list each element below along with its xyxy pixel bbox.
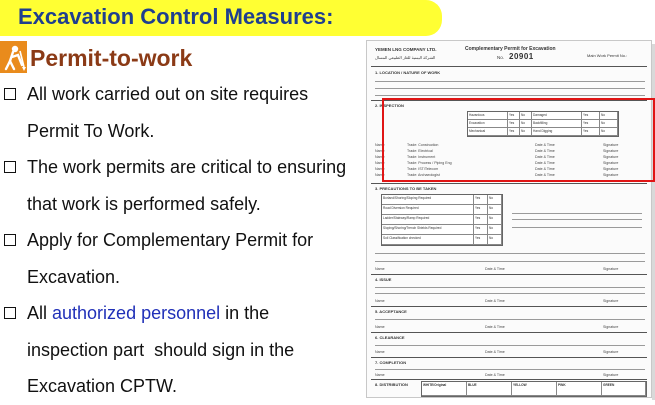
inspection-cell: Yes — [582, 112, 600, 120]
permit-line — [375, 253, 645, 254]
precaution-cell: Yes — [474, 215, 488, 225]
trade-label: Trade: Archaeologist — [407, 173, 440, 177]
permit-line — [375, 345, 645, 346]
inspection-cell: Hazardous — [468, 112, 508, 120]
permit-line — [512, 227, 642, 228]
permit-section-3: 3. PRECAUTIONS TO BE TAKEN — [375, 186, 437, 191]
distribution-cell: GREEN — [602, 382, 646, 396]
inspection-cell: Damaged — [532, 112, 582, 120]
precaution-cell: Road Diversion Required — [382, 205, 474, 215]
sig-date-label: Date & Time — [485, 373, 505, 377]
sig-date-label: Date & Time — [535, 155, 555, 159]
permit-line — [375, 293, 645, 294]
precaution-cell: Sloping/Shoring/Trench Shields Required — [382, 225, 474, 235]
precaution-cell: Yes — [474, 205, 488, 215]
sig-name-label: Name — [375, 325, 385, 329]
permit-rule — [371, 66, 647, 67]
permit-rule — [371, 332, 647, 333]
sig-signature-label: Signature — [603, 173, 619, 177]
permit-section-8: 8. DISTRIBUTION — [375, 382, 408, 387]
precaution-cell: Yes — [474, 235, 488, 245]
distribution-cell: PINK — [557, 382, 602, 396]
permit-section-2: 2. INSPECTION — [375, 103, 404, 108]
authorized-personnel-text: authorized personnel — [52, 303, 221, 323]
sig-name-label: Name — [375, 299, 385, 303]
permit-section-1: 1. LOCATION / NATURE OF WORK — [375, 70, 441, 75]
bullet-list — [2, 76, 362, 405]
precaution-cell: Yes — [474, 195, 488, 205]
sig-signature-label: Signature — [603, 350, 619, 354]
checkbox-bullet-icon — [4, 161, 16, 173]
distribution-cell: WHITE/Original — [422, 382, 467, 396]
permit-rule — [371, 306, 647, 307]
bullet-4-suffix: in the — [220, 303, 270, 323]
permit-rule — [371, 379, 647, 380]
slide-subtitle: Permit-to-work — [30, 45, 193, 71]
sig-signature-label: Signature — [603, 161, 619, 165]
precaution-cell: No — [488, 205, 502, 215]
distribution-cell: BLUE — [467, 382, 512, 396]
permit-line — [375, 88, 645, 89]
precaution-cell: No — [488, 235, 502, 245]
permit-number: 20901 — [509, 52, 534, 61]
bullet-4-line-2: inspection part should sign in the — [27, 339, 295, 360]
inspection-cell: Yes — [582, 120, 600, 128]
precaution-cell: No — [488, 225, 502, 235]
bullet-1-line-1: All work carried out on site requires — [27, 84, 309, 104]
permit-company: YEMEN LNG COMPANY LTD. — [375, 47, 437, 52]
worker-digging-icon — [0, 41, 27, 73]
sig-name-label: Name — [375, 161, 385, 165]
permit-rule — [371, 274, 647, 275]
sig-date-label: Date & Time — [485, 267, 505, 271]
inspection-highlight-box — [382, 98, 655, 182]
precaution-cell: No — [488, 215, 502, 225]
trade-label: Trade: Construction — [407, 143, 439, 147]
sig-name-label: Name — [375, 143, 385, 147]
bullet-2-line-2: that work is performed safely. — [27, 193, 261, 214]
sig-date-label: Date & Time — [535, 173, 555, 177]
checkbox-bullet-icon — [4, 307, 16, 319]
permit-line — [375, 319, 645, 320]
checkbox-bullet-icon — [4, 88, 16, 100]
bullet-1-line-2: Permit To Work. — [27, 120, 155, 141]
bullet-2-line-1: The work permits are critical to ensuring — [27, 157, 347, 177]
sig-date-label: Date & Time — [485, 350, 505, 354]
bullet-4-line-3: Excavation CPTW. — [27, 376, 178, 396]
sig-name-label: Name — [375, 173, 385, 177]
sig-signature-label: Signature — [603, 143, 619, 147]
permit-section-4: 4. ISSUE — [375, 277, 392, 282]
checkbox-bullet-icon — [4, 234, 16, 246]
inspection-cell: No — [520, 128, 532, 136]
trade-label: Trade: IST/Telecom — [407, 167, 439, 171]
inspection-cell: Yes — [508, 112, 520, 120]
sig-date-label: Date & Time — [535, 143, 555, 147]
permit-section-6: 6. CLEARANCE — [375, 335, 405, 340]
distribution-cell: YELLOW — [512, 382, 557, 396]
permit-title: Complementary Permit for Excavation — [465, 46, 556, 52]
permit-rule — [371, 183, 647, 184]
bullet-2 — [2, 149, 362, 222]
permit-section-7: 7. COMPLETION — [375, 360, 407, 365]
precaution-cell: Borland/Shoring/Sloping Required — [382, 195, 474, 205]
inspection-cell: Yes — [508, 128, 520, 136]
permit-section-5: 5. ACCEPTANCE — [375, 309, 407, 314]
slide-title: Excavation Control Measures: — [18, 4, 334, 29]
sig-name-label: Name — [375, 167, 385, 171]
sig-signature-label: Signature — [603, 325, 619, 329]
trade-label: Trade: Process / Piping Eng — [407, 161, 452, 165]
inspection-cell: Backfilling — [532, 120, 582, 128]
permit-main-label: Main Work Permit No.: — [587, 53, 628, 58]
inspection-cell: No — [520, 112, 532, 120]
sig-name-label: Name — [375, 155, 385, 159]
sig-signature-label: Signature — [603, 149, 619, 153]
sig-date-label: Date & Time — [535, 167, 555, 171]
title-banner — [0, 0, 442, 36]
precaution-cell: Soil Classification checked — [382, 235, 474, 245]
inspection-cell: Yes — [508, 120, 520, 128]
permit-rule — [371, 357, 647, 358]
precaution-cell: Yes — [474, 225, 488, 235]
sig-signature-label: Signature — [603, 155, 619, 159]
distribution-table — [421, 381, 647, 397]
bullet-4-prefix: All — [27, 303, 53, 323]
inspection-cell: Excavation — [468, 120, 508, 128]
permit-line — [375, 261, 645, 262]
inspection-cell: Hand Digging — [532, 128, 582, 136]
bullet-4 — [2, 295, 362, 405]
inspection-cell: No — [600, 112, 618, 120]
sig-date-label: Date & Time — [485, 325, 505, 329]
sig-name-label: Name — [375, 149, 385, 153]
precaution-cell: No — [488, 195, 502, 205]
bullet-4-line-1 — [27, 295, 362, 332]
permit-line — [512, 213, 642, 214]
trade-label: Trade: Electrical — [407, 149, 433, 153]
permit-line — [375, 95, 645, 96]
permit-no-label: No. — [497, 55, 505, 60]
permit-company-arabic: الشركة اليمنية للغاز الطبيعي المسال — [375, 55, 436, 60]
precautions-table — [381, 194, 503, 246]
sig-date-label: Date & Time — [535, 149, 555, 153]
bullet-3-line-1: Apply for Complementary Permit for — [27, 230, 314, 250]
inspection-cell: Yes — [582, 128, 600, 136]
sig-name-label: Name — [375, 373, 385, 377]
sig-signature-label: Signature — [603, 299, 619, 303]
permit-line — [512, 219, 642, 220]
permit-line — [375, 369, 645, 370]
sig-signature-label: Signature — [603, 167, 619, 171]
sig-date-label: Date & Time — [485, 299, 505, 303]
sig-signature-label: Signature — [603, 267, 619, 271]
bullet-3 — [2, 222, 362, 295]
permit-line — [375, 81, 645, 82]
sig-name-label: Name — [375, 350, 385, 354]
sig-date-label: Date & Time — [535, 161, 555, 165]
excavation-permit-image — [366, 40, 652, 398]
sig-signature-label: Signature — [603, 373, 619, 377]
inspection-cell: No — [520, 120, 532, 128]
permit-line — [375, 287, 645, 288]
trade-label: Trade: Instrument — [407, 155, 436, 159]
inspection-cell: No — [600, 120, 618, 128]
sig-name-label: Name — [375, 267, 385, 271]
bullet-3-line-2: Excavation. — [27, 266, 121, 287]
inspection-cell: Mechanical — [468, 128, 508, 136]
bullet-1 — [2, 76, 362, 149]
precaution-cell: Ladder/Stairway/Ramp Required — [382, 215, 474, 225]
inspection-cell: No — [600, 128, 618, 136]
